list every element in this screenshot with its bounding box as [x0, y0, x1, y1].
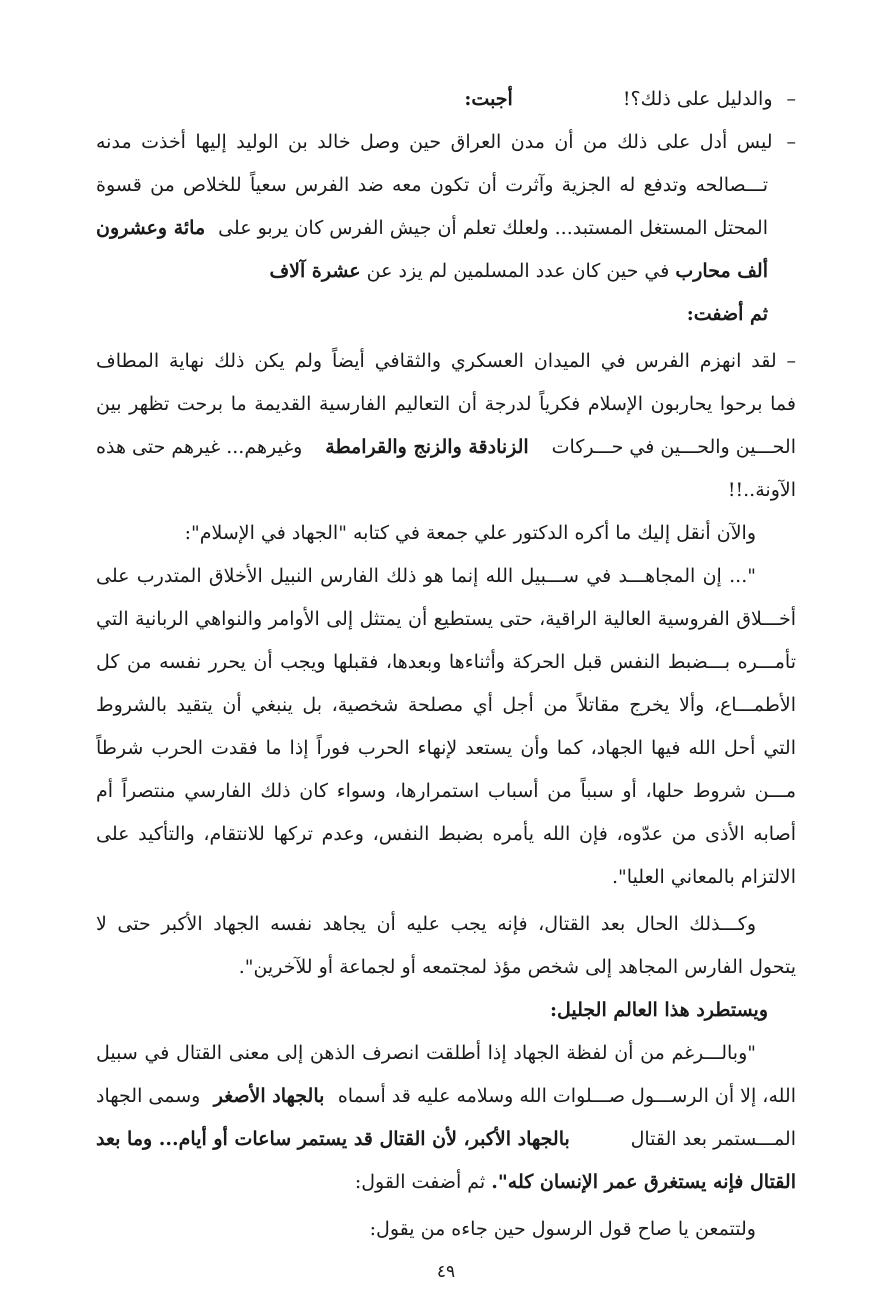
heading-scholar-continues: ويستطرد هذا العالم الجليل:: [549, 999, 768, 1021]
paragraph5-text-4a: القتال فإنه يستغرق عمر الإنسان كله".: [491, 1171, 796, 1193]
quote-line-8: [96, 856, 796, 899]
answer-dash: –: [786, 131, 796, 153]
question-dash: –: [786, 88, 796, 110]
paragraph4-text-2: يتحول الفارس المجاهد إلى شخص مؤذ لمجتمعه أو لجماعة أو للآخرين".: [238, 956, 796, 978]
answer-label: أجبت:: [464, 88, 513, 110]
paragraph5-text-5: ولتتمعن يا صاح قول الرسول حين جاءه من يقول:: [369, 1218, 756, 1240]
quote-text-7: أصابه الأذى من عدّوه، فإن الله يأمره بضبط النفس، وعدم تركها للانتقام، والتأكيد على: [96, 823, 796, 845]
quote-line-1: [96, 555, 796, 598]
answer-text-3a: المحتل المستغل المستبد... ولعلك تعلم أن جيش الفرس كان يربو على: [218, 217, 768, 239]
paragraph5-line-2: [96, 1075, 796, 1118]
page-number: ٤٩: [436, 1262, 456, 1282]
quote-intro-line: [96, 512, 796, 555]
paragraph5-text-2a: الله، إلا أن الرســـول صـــلوات الله وسلامه عليه قد أسماه: [337, 1085, 796, 1107]
paragraph2-text-3a: الحـــين والحـــين في حـــركات: [551, 436, 796, 458]
paragraph2-text-3b: الزنادقة والزنج والقرامطة: [325, 436, 529, 458]
quote-line-3: [96, 641, 796, 684]
paragraph2-text-3c: وغيرهم... غيرهم حتى هذه: [96, 436, 303, 458]
quote-line-6: [96, 770, 796, 813]
quote-text-4: الأطمـــاع، وألا يخرج مقاتلاً من أجل أي مصلحة شخصية، بل ينبغي أن يتقيد بالشروط: [96, 694, 796, 716]
answer-text-4a: ألف محارب: [675, 260, 768, 282]
answer-line-2: [96, 164, 796, 207]
paragraph2-line-2: [96, 383, 796, 426]
paragraph5-text-3a: المـــستمر بعد القتال: [630, 1128, 796, 1150]
quote-line-7: [96, 813, 796, 856]
answer-text-1: ليس أدل على ذلك من أن مدن العراق حين وصل خالد بن الوليد إليها أخذت مدنه: [96, 131, 773, 153]
quote-line-2: [96, 598, 796, 641]
paragraph5-line-4: [96, 1161, 796, 1204]
paragraph5-text-4b: ثم أضفت القول:: [354, 1171, 486, 1193]
paragraph2-line-1: [96, 340, 796, 383]
paragraph2-line-4: [96, 469, 796, 512]
paragraph2-text-2: فما برحوا يحاربون الإسلام فكرياً لدرجة أن التعاليم الفارسية القديمة ما برحت تظهر بين: [96, 393, 796, 415]
paragraph4-text-1: وكـــذلك الحال بعد القتال، فإنه يجب عليه أن يجاهد نفسه الجهاد الأكبر حتى لا: [96, 913, 756, 935]
answer-line-4: [96, 250, 796, 293]
paragraph5-text-3b: بالجهاد الأكبر، لأن القتال قد يستمر ساعات أو أيام... وما بعد: [96, 1128, 570, 1150]
paragraph2-text-1: – لقد انهزم الفرس في الميدان العسكري والثقافي أيضاً ولم يكن ذلك نهاية المطاف: [96, 350, 796, 372]
paragraph5-line-1: [96, 1032, 796, 1075]
paragraph4-line-2: [96, 946, 796, 989]
answer-text-3b: مائة وعشرون: [96, 217, 206, 239]
answer-line-3: [96, 207, 796, 250]
answer-text-4c: عشرة آلاف: [269, 260, 361, 282]
paragraph5-text-2c: وسمى الجهاد: [96, 1085, 201, 1107]
document-page: [96, 78, 796, 1251]
paragraph2-text-4: الآونة..!!: [727, 479, 796, 501]
answer-line-1: [96, 121, 796, 164]
quote-text-3: تأمـــره بـــضبط النفس قبل الحركة وأثناءها وبعدها، فقبلها ويجب أن يحرر نفسه من كل: [96, 651, 796, 673]
quote-text-5: التي أحل الله فيها الجهاد، كما وأن يستعد لإنهاء الحرب فوراً إذا ما فقدت الحرب شرطاً: [96, 737, 796, 759]
quote-line-4: [96, 684, 796, 727]
question-text: والدليل على ذلك؟!: [622, 88, 773, 110]
paragraph5-text-1: "وبالـــرغم من أن لفظة الجهاد إذا أطلقت انصرف الذهن إلى معنى القتال في سبيل: [96, 1042, 756, 1064]
quote-text-1: "... إن المجاهـــد في ســـبيل الله إنما هو ذلك الفارس النبيل الأخلاق المتدرب على: [96, 565, 756, 587]
question-line: [96, 78, 796, 121]
answer-text-2: تـــصالحه وتدفع له الجزية وآثرت أن تكون معه ضد الفرس سعياً للخلاص من قسوة: [96, 174, 768, 196]
quote-text-8: الالتزام بالمعاني العليا".: [612, 866, 796, 888]
quote-text-2: أخـــلاق الفروسية العالية الراقية، حتى يستطيع أن يمتثل إلى الأوامر والنواهي الربانية التي: [96, 608, 796, 630]
paragraph2-line-3: [96, 426, 796, 469]
quote-text-6: مـــن شروط حلها، أو سبباً من أسباب استمرارها، وسواء كان ذلك الفارسي منتصراً أم: [96, 780, 796, 802]
heading-then-added: ثم أضفت:: [686, 303, 768, 325]
quote-intro-text: والآن أنقل إليك ما أكره الدكتور علي جمعة في كتابه "الجهاد في الإسلام":: [184, 522, 756, 544]
paragraph4-line-1: [96, 903, 796, 946]
quote-line-5: [96, 727, 796, 770]
paragraph5-text-2b: بالجهاد الأصغر: [213, 1085, 325, 1107]
answer-text-4b: في حين كان عدد المسلمين لم يزد عن: [366, 260, 670, 282]
paragraph5-line-3: [96, 1118, 796, 1161]
paragraph5-line-5: [96, 1208, 796, 1251]
